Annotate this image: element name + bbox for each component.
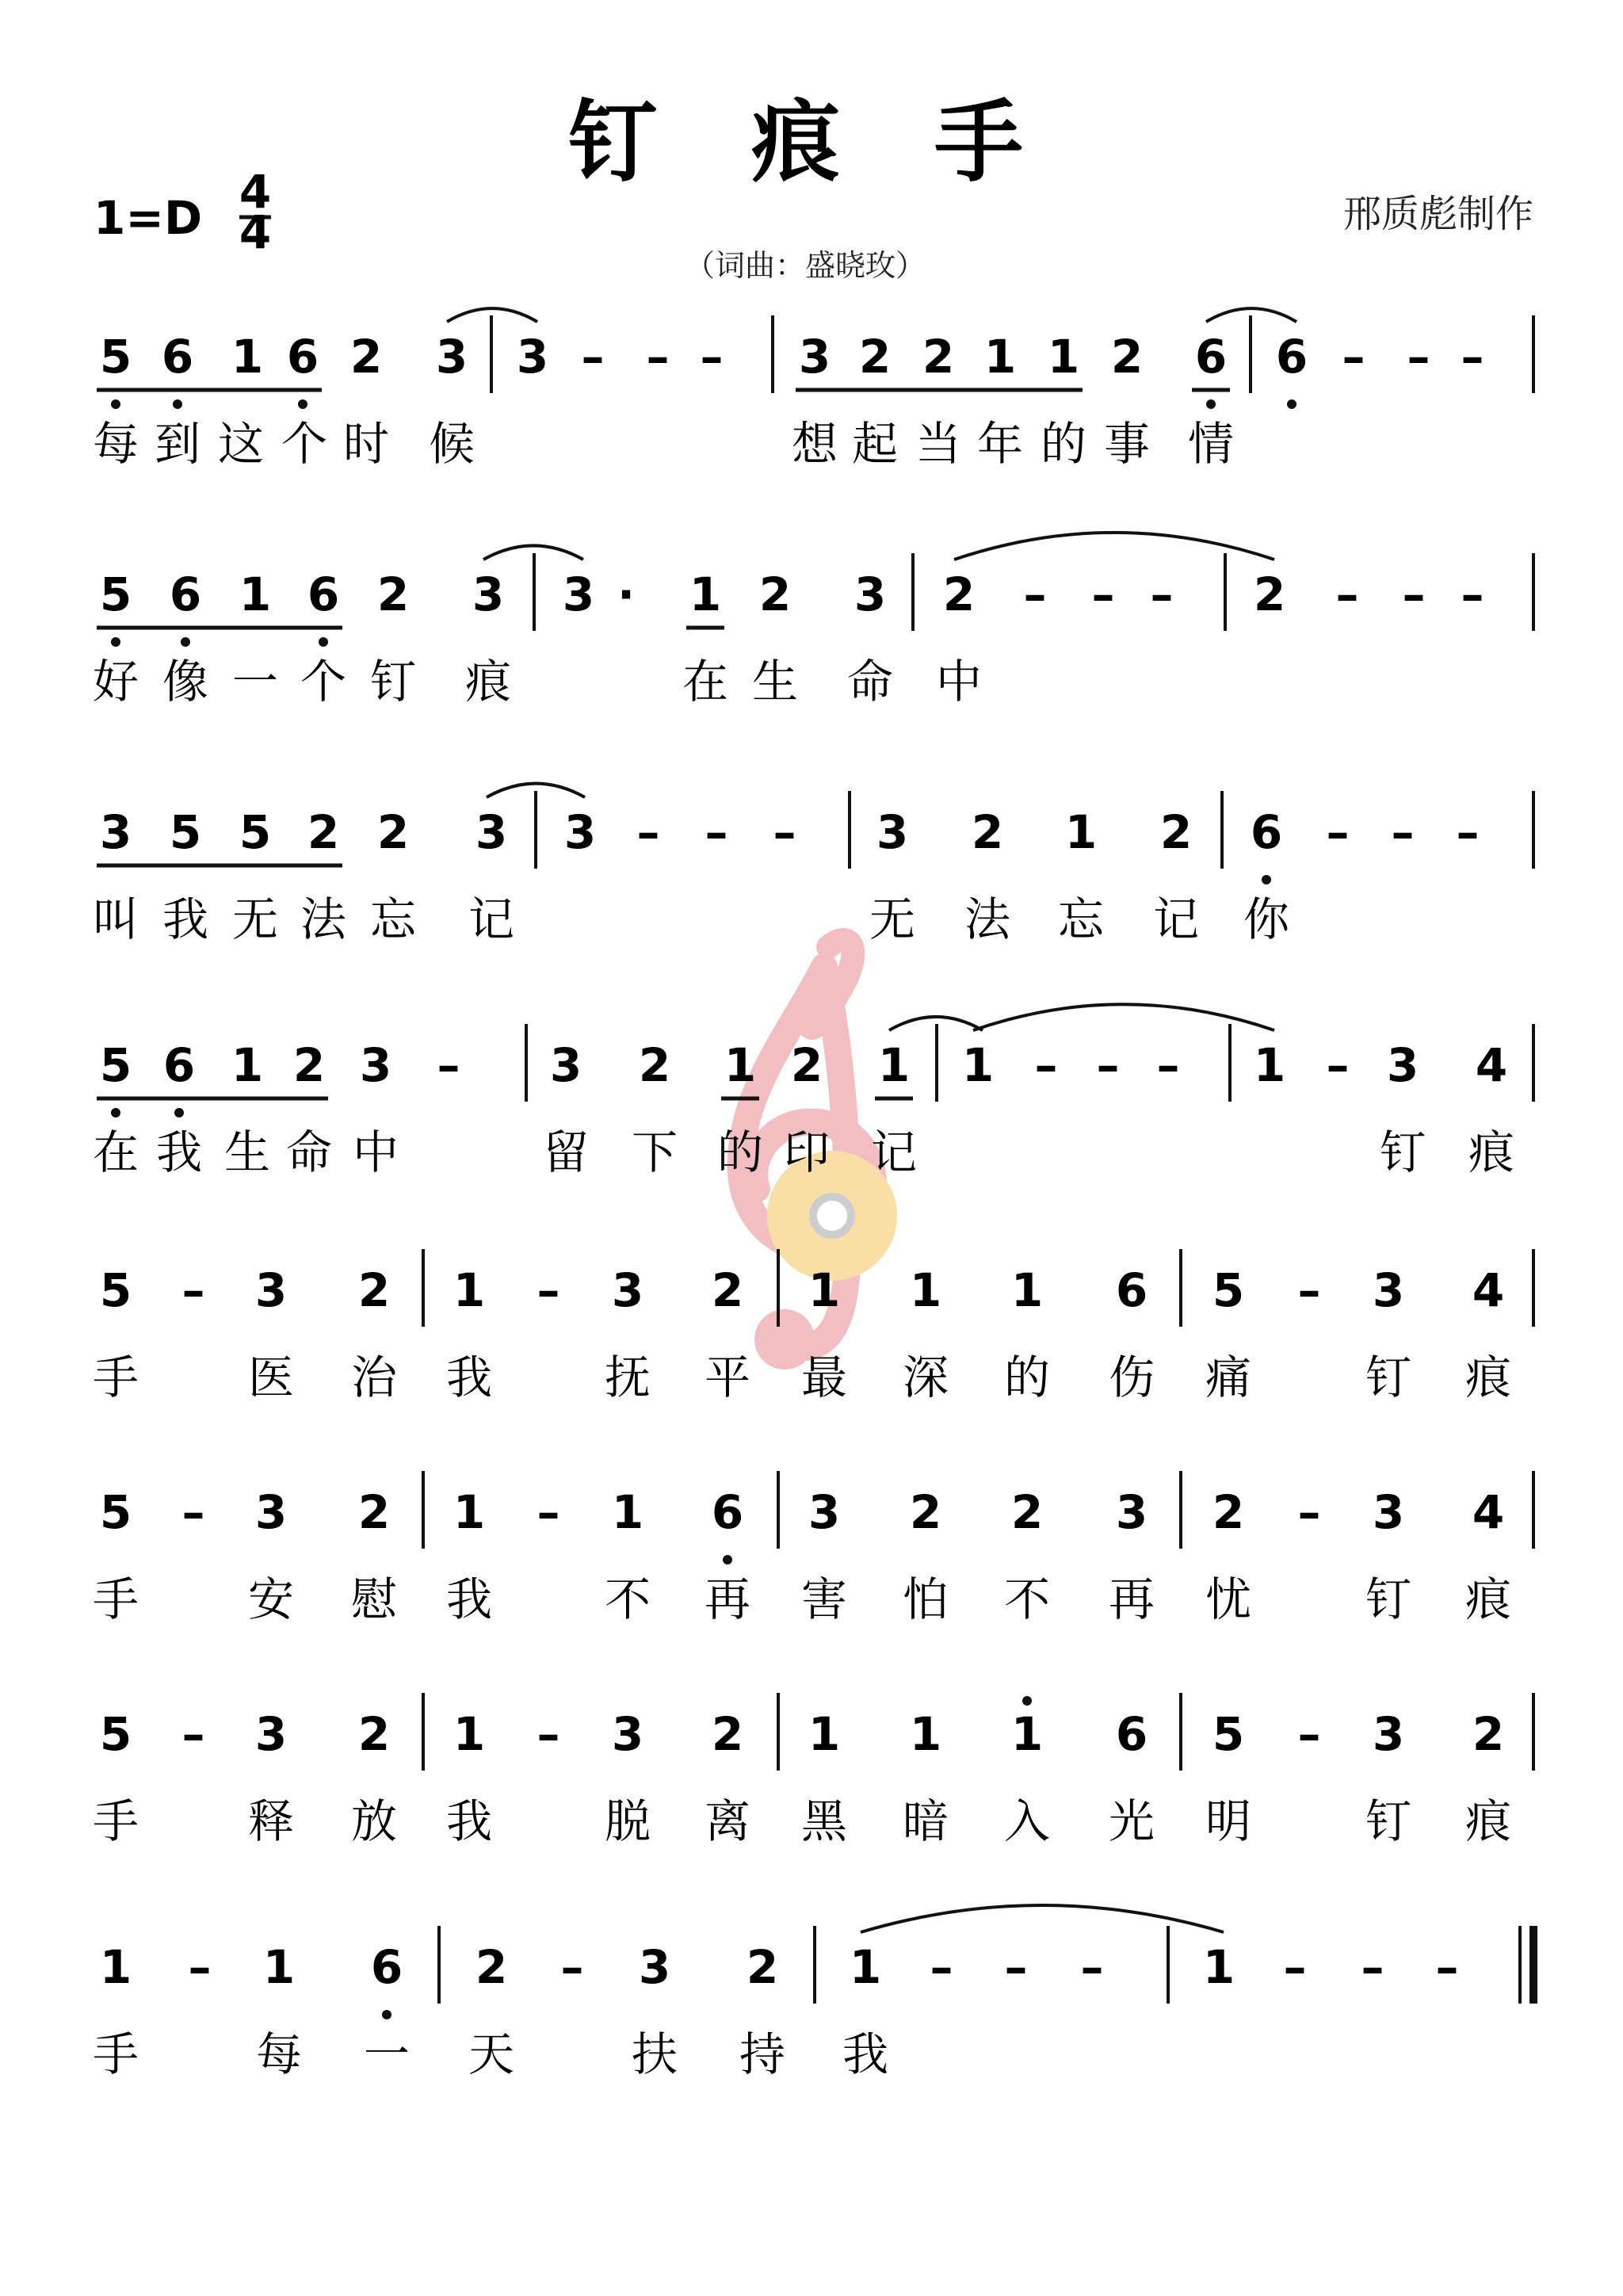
low-octave-dot — [1287, 399, 1296, 409]
note-4-15: 5 — [1212, 1263, 1245, 1317]
note-3-3: 2 — [292, 1038, 326, 1092]
treble-clef-top-icon — [809, 940, 853, 1028]
lyric-7-5: 持 — [739, 2027, 786, 2081]
note-3-14: – — [1034, 1038, 1058, 1092]
lyric-6-10: 明 — [1205, 1794, 1252, 1848]
note-7-5: 2 — [475, 1940, 508, 1994]
note-3-16: – — [1156, 1038, 1180, 1092]
note-6-3: 2 — [357, 1707, 391, 1761]
note-1-20: – — [1402, 567, 1426, 621]
lyric-3-5: 留 — [542, 1125, 590, 1179]
note-3-9: 1 — [724, 1038, 757, 1092]
note-5-6: – — [537, 1485, 560, 1539]
note-6-0: 5 — [99, 1707, 132, 1761]
note-3-18: 1 — [1253, 1038, 1286, 1092]
note-7-13: – — [1080, 1940, 1104, 1994]
note-6-17: 3 — [1372, 1707, 1405, 1761]
lyric-4-10: 痛 — [1205, 1350, 1252, 1404]
note-1-18: 2 — [1253, 567, 1286, 621]
note-3-19: – — [1326, 1038, 1350, 1092]
lyric-2-9: 记 — [1152, 892, 1200, 946]
maker-credit: 邢质彪制作 — [1342, 192, 1533, 236]
lyric-2-3: 法 — [300, 892, 347, 946]
note-4-16: – — [1297, 1263, 1321, 1317]
lyric-6-11: 钉 — [1365, 1794, 1412, 1848]
lyric-1-7: 生 — [751, 655, 799, 709]
note-0-5: 3 — [435, 330, 468, 384]
lyric-5-3: 我 — [445, 1572, 493, 1626]
low-octave-dot — [723, 1555, 732, 1564]
note-5-8: 6 — [711, 1485, 744, 1539]
lyric-5-12: 痕 — [1465, 1572, 1512, 1626]
lyric-7-0: 手 — [92, 2027, 139, 2081]
low-octave-dot — [319, 637, 328, 647]
note-2-0: 3 — [99, 805, 132, 859]
low-octave-dot — [174, 1108, 184, 1117]
lyric-3-10: 钉 — [1379, 1125, 1426, 1179]
note-3-1: 6 — [162, 1038, 196, 1092]
lyric-4-11: 钉 — [1365, 1350, 1412, 1404]
note-7-17: – — [1361, 1940, 1384, 1994]
lyric-7-6: 我 — [842, 2027, 889, 2081]
lyric-2-6: 无 — [869, 892, 916, 946]
note-0-17: 2 — [1110, 330, 1144, 384]
lyric-1-4: 钉 — [369, 655, 417, 709]
note-3-5: – — [437, 1038, 460, 1092]
lyric-3-11: 痕 — [1468, 1125, 1515, 1179]
note-6-8: 2 — [711, 1707, 744, 1761]
lyric-0-12: 情 — [1187, 417, 1235, 471]
low-octave-dot — [181, 637, 190, 647]
note-7-0: 1 — [99, 1940, 132, 1994]
note-0-13: 2 — [858, 330, 892, 384]
note-1-5: 3 — [472, 567, 505, 621]
lyric-6-0: 手 — [92, 1794, 139, 1848]
note-0-1: 6 — [161, 330, 194, 384]
note-0-14: 2 — [922, 330, 955, 384]
lyric-3-9: 记 — [870, 1125, 918, 1179]
lyric-0-10: 的 — [1040, 417, 1087, 471]
lyric-7-4: 扶 — [631, 2027, 678, 2081]
note-1-16: – — [1150, 567, 1174, 621]
note-5-13: 3 — [1115, 1485, 1148, 1539]
note-6-7: 3 — [611, 1707, 644, 1761]
note-0-7: 3 — [516, 330, 549, 384]
note-6-2: 3 — [254, 1707, 288, 1761]
note-1-13: 2 — [942, 567, 976, 621]
note-2-13: 2 — [971, 805, 1004, 859]
note-7-16: – — [1283, 1940, 1307, 1994]
lyric-2-4: 忘 — [369, 892, 417, 946]
low-octave-dot — [298, 399, 307, 409]
lyric-0-2: 这 — [217, 417, 265, 471]
note-5-3: 2 — [357, 1485, 391, 1539]
lyric-6-6: 黑 — [800, 1794, 848, 1848]
lyric-4-0: 手 — [92, 1350, 139, 1404]
key-signature: 1=D — [94, 191, 203, 245]
note-2-1: 5 — [169, 805, 202, 859]
lyric-6-9: 光 — [1108, 1794, 1155, 1848]
lyric-4-8: 的 — [1003, 1350, 1051, 1404]
note-4-2: 3 — [254, 1263, 288, 1317]
note-3-8: 2 — [638, 1038, 671, 1092]
note-3-20: 3 — [1386, 1038, 1419, 1092]
note-3-13: 1 — [961, 1038, 995, 1092]
note-5-10: 3 — [808, 1485, 841, 1539]
note-2-4: 2 — [376, 805, 410, 859]
song-title: 钉 痕 手 — [568, 90, 1055, 194]
note-4-18: 4 — [1472, 1263, 1505, 1317]
note-4-3: 2 — [357, 1263, 391, 1317]
note-1-21: – — [1461, 567, 1484, 621]
note-2-15: 2 — [1159, 805, 1193, 859]
note-2-3: 2 — [307, 805, 340, 859]
lyric-7-1: 每 — [255, 2027, 303, 2081]
note-4-5: 1 — [453, 1263, 486, 1317]
credits: （词曲：盛晓玫） — [684, 248, 926, 283]
note-0-10: – — [700, 330, 724, 384]
note-5-0: 5 — [99, 1485, 132, 1539]
lyric-4-2: 治 — [350, 1350, 398, 1404]
lyric-2-8: 忘 — [1057, 892, 1105, 946]
note-5-7: 1 — [611, 1485, 644, 1539]
lyric-6-2: 放 — [350, 1794, 398, 1848]
note-5-15: 2 — [1212, 1485, 1245, 1539]
lyric-6-1: 释 — [247, 1794, 295, 1848]
note-4-6: – — [537, 1263, 560, 1317]
note-3-10: 2 — [790, 1038, 823, 1092]
note-1-4: 2 — [376, 567, 410, 621]
note-0-15: 1 — [983, 330, 1017, 384]
note-6-15: 5 — [1212, 1707, 1245, 1761]
note-5-17: 3 — [1372, 1485, 1405, 1539]
lyric-0-4: 时 — [342, 417, 390, 471]
note-4-0: 5 — [99, 1263, 132, 1317]
lyric-0-1: 到 — [154, 417, 201, 471]
low-octave-dot — [1206, 399, 1216, 409]
lyric-5-5: 再 — [704, 1572, 751, 1626]
note-6-13: 6 — [1115, 1707, 1148, 1761]
note-0-8: – — [581, 330, 605, 384]
lyric-7-3: 天 — [468, 2027, 515, 2081]
lyric-1-0: 好 — [92, 655, 139, 709]
note-2-14: 1 — [1064, 805, 1098, 859]
note-1-2: 1 — [239, 567, 272, 621]
high-octave-dot — [1022, 1696, 1032, 1706]
note-2-10: – — [773, 805, 796, 859]
note-5-2: 3 — [254, 1485, 288, 1539]
lyric-6-5: 离 — [704, 1794, 751, 1848]
note-7-10: 1 — [849, 1940, 882, 1994]
note-5-5: 1 — [453, 1485, 486, 1539]
lyric-7-2: 一 — [363, 2027, 411, 2081]
note-1-1: 6 — [169, 567, 202, 621]
lyric-3-3: 命 — [285, 1125, 333, 1179]
lyric-3-2: 生 — [223, 1125, 271, 1179]
low-octave-dot — [111, 399, 120, 409]
note-2-9: – — [705, 805, 728, 859]
note-0-18: 6 — [1194, 330, 1228, 384]
lyric-3-6: 下 — [631, 1125, 678, 1179]
lyric-5-6: 害 — [800, 1572, 848, 1626]
lyric-0-8: 当 — [915, 417, 962, 471]
note-4-7: 3 — [611, 1263, 644, 1317]
lyric-5-11: 钉 — [1365, 1572, 1412, 1626]
note-0-3: 6 — [286, 330, 319, 384]
lyric-1-3: 个 — [300, 655, 347, 709]
note-1-7: 3 — [562, 567, 595, 621]
lyric-6-8: 入 — [1003, 1794, 1051, 1848]
note-5-11: 2 — [909, 1485, 942, 1539]
note-7-8: 2 — [746, 1940, 779, 1994]
note-2-19: – — [1391, 805, 1415, 859]
lyric-6-3: 我 — [445, 1794, 493, 1848]
note-3-2: 1 — [231, 1038, 264, 1092]
note-3-4: 3 — [359, 1038, 392, 1092]
note-7-11: – — [930, 1940, 953, 1994]
note-1-3: 6 — [307, 567, 340, 621]
note-3-7: 3 — [549, 1038, 582, 1092]
lyric-4-4: 抚 — [604, 1350, 651, 1404]
note-1-14: – — [1023, 567, 1047, 621]
note-3-11: 1 — [877, 1038, 911, 1092]
note-0-16: 1 — [1047, 330, 1080, 384]
lyric-4-3: 我 — [445, 1350, 493, 1404]
note-1-15: – — [1091, 567, 1115, 621]
note-0-23: – — [1461, 330, 1484, 384]
lyric-2-7: 法 — [964, 892, 1011, 946]
lyric-0-7: 起 — [851, 417, 899, 471]
lyric-3-7: 的 — [716, 1125, 764, 1179]
note-2-2: 5 — [239, 805, 272, 859]
lyric-5-1: 安 — [247, 1572, 295, 1626]
disc-hub-icon — [813, 1197, 851, 1235]
lyric-4-5: 平 — [704, 1350, 751, 1404]
note-7-1: – — [188, 1940, 212, 1994]
lyric-1-5: 痕 — [464, 655, 512, 709]
note-6-10: 1 — [808, 1707, 841, 1761]
note-2-17: 6 — [1250, 805, 1283, 859]
note-0-12: 3 — [798, 330, 831, 384]
note-4-10: 1 — [808, 1263, 841, 1317]
lyric-0-0: 每 — [92, 417, 139, 471]
lyric-0-11: 事 — [1103, 417, 1151, 471]
lyric-0-3: 个 — [281, 417, 328, 471]
lyric-3-1: 我 — [155, 1125, 203, 1179]
lyric-5-8: 不 — [1003, 1572, 1051, 1626]
note-3-0: 5 — [99, 1038, 132, 1092]
note-0-4: 2 — [349, 330, 383, 384]
note-3-21: 4 — [1475, 1038, 1508, 1092]
lyric-4-12: 痕 — [1465, 1350, 1512, 1404]
note-7-3: 6 — [370, 1940, 403, 1994]
note-4-8: 2 — [711, 1263, 744, 1317]
low-octave-dot — [173, 399, 182, 409]
note-1-10: 2 — [758, 567, 792, 621]
note-2-7: 3 — [563, 805, 597, 859]
note-7-7: 3 — [638, 1940, 671, 1994]
lyric-1-2: 一 — [231, 655, 279, 709]
note-6-11: 1 — [909, 1707, 942, 1761]
note-7-12: – — [1004, 1940, 1028, 1994]
lyric-5-7: 怕 — [902, 1572, 949, 1626]
lyric-2-1: 我 — [162, 892, 209, 946]
note-7-2: 1 — [262, 1940, 296, 1994]
time-signature-top: 4 — [239, 165, 272, 219]
note-4-1: – — [181, 1263, 205, 1317]
note-3-15: – — [1096, 1038, 1120, 1092]
lyric-2-2: 无 — [231, 892, 279, 946]
lyric-6-7: 暗 — [902, 1794, 949, 1848]
note-1-19: – — [1335, 567, 1359, 621]
note-4-17: 3 — [1372, 1263, 1405, 1317]
note-1-9: 1 — [689, 567, 722, 621]
note-2-18: – — [1326, 805, 1350, 859]
low-octave-dot — [382, 2010, 391, 2019]
lyric-0-5: 候 — [428, 417, 475, 471]
note-7-6: – — [560, 1940, 584, 1994]
final-barline-thick — [1529, 1926, 1537, 2004]
note-4-13: 6 — [1115, 1263, 1148, 1317]
note-0-9: – — [646, 330, 670, 384]
lyric-2-5: 记 — [468, 892, 515, 946]
low-octave-dot — [1262, 875, 1271, 884]
lyric-5-0: 手 — [92, 1572, 139, 1626]
lyric-5-4: 不 — [604, 1572, 651, 1626]
note-0-2: 1 — [231, 330, 264, 384]
low-octave-dot — [111, 1108, 120, 1117]
lyric-2-10: 你 — [1243, 892, 1290, 946]
note-4-12: 1 — [1010, 1263, 1044, 1317]
note-6-6: – — [537, 1707, 560, 1761]
time-signature-bottom: 4 — [239, 205, 272, 259]
note-0-20: 6 — [1275, 330, 1308, 384]
note-2-8: – — [636, 805, 660, 859]
note-6-18: 2 — [1472, 1707, 1505, 1761]
note-1-11: 3 — [854, 567, 887, 621]
note-6-1: – — [181, 1707, 205, 1761]
note-6-5: 1 — [453, 1707, 486, 1761]
note-0-22: – — [1407, 330, 1430, 384]
note-6-12: 1 — [1010, 1707, 1044, 1761]
lyric-3-8: 印 — [783, 1125, 831, 1179]
lyric-4-6: 最 — [800, 1350, 848, 1404]
note-6-16: – — [1297, 1707, 1321, 1761]
note-5-16: – — [1297, 1485, 1321, 1539]
lyric-4-7: 深 — [902, 1350, 949, 1404]
lyric-4-1: 医 — [247, 1350, 295, 1404]
lyric-1-6: 在 — [682, 655, 729, 709]
note-0-0: 5 — [99, 330, 132, 384]
lyric-1-8: 命 — [846, 655, 894, 709]
lyric-0-9: 年 — [976, 417, 1024, 471]
lyric-6-12: 痕 — [1465, 1794, 1512, 1848]
lyric-2-0: 叫 — [92, 892, 139, 946]
lyric-1-9: 中 — [935, 655, 983, 709]
note-1-0: 5 — [99, 567, 132, 621]
lyric-5-9: 再 — [1108, 1572, 1155, 1626]
lyric-4-9: 伤 — [1108, 1350, 1155, 1404]
note-5-1: – — [181, 1485, 205, 1539]
lyric-5-10: 忧 — [1205, 1572, 1252, 1626]
lyric-6-4: 脱 — [604, 1794, 651, 1848]
lyric-3-0: 在 — [92, 1125, 139, 1179]
note-2-5: 3 — [475, 805, 508, 859]
lyric-1-1: 像 — [162, 655, 209, 709]
note-2-20: – — [1456, 805, 1480, 859]
lyric-0-6: 想 — [791, 417, 838, 471]
note-7-18: – — [1435, 1940, 1459, 1994]
note-1-8: · — [617, 567, 636, 621]
lyric-3-4: 中 — [352, 1125, 399, 1179]
low-octave-dot — [111, 637, 120, 647]
note-2-12: 3 — [876, 805, 909, 859]
lyric-5-2: 慰 — [350, 1572, 398, 1626]
note-4-11: 1 — [909, 1263, 942, 1317]
note-7-15: 1 — [1202, 1940, 1235, 1994]
note-5-18: 4 — [1472, 1485, 1505, 1539]
note-0-21: – — [1342, 330, 1365, 384]
note-5-12: 2 — [1010, 1485, 1044, 1539]
